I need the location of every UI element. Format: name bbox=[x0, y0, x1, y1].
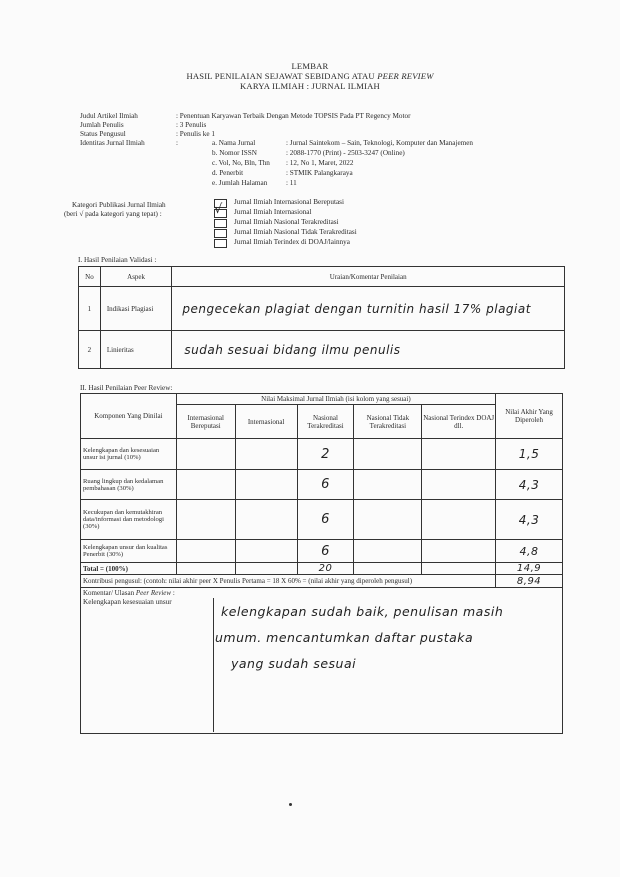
table-row bbox=[81, 439, 563, 470]
section-review-title: II. Hasil Penilaian Peer Review: bbox=[80, 384, 173, 392]
table-row bbox=[81, 470, 563, 500]
validasi-header-komentar: Uraian/Komentar Penilaian bbox=[172, 267, 565, 287]
identity-item-value: : 12, No 1, Maret, 2022 bbox=[286, 159, 354, 167]
identitas-colon: : bbox=[176, 139, 178, 147]
komponen-cell: Kecukupan dan kemutakhiran data/informasi dan metodologi (30%) bbox=[81, 500, 177, 540]
nilai-maks-header: Nilai Maksimal Jurnal Ilmiah (isi kolom yang sesuai) bbox=[176, 394, 495, 405]
kategori-label: Kategori Publikasi Jurnal Ilmiah bbox=[72, 201, 166, 209]
sub-header: Internasional bbox=[235, 405, 297, 439]
header-line1: LEMBAR bbox=[291, 61, 329, 71]
komentar-header-row bbox=[81, 588, 563, 598]
total-label: Total = (100%) bbox=[81, 563, 177, 575]
kontribusi-row bbox=[81, 575, 563, 588]
nasional-value: 6 bbox=[297, 500, 354, 540]
identity-item-value: : STMIK Palangkaraya bbox=[286, 169, 353, 177]
kategori-option: Jurnal Ilmiah Terindex di DOAJ/lainnya bbox=[234, 238, 350, 246]
validasi-table bbox=[78, 266, 565, 369]
header-line2: HASIL PENILAIAN SEJAWAT SEBIDANG ATAU PEER REVIEW bbox=[186, 71, 434, 81]
kategori-option: Jurnal Ilmiah Nasional Terakreditasi bbox=[234, 218, 339, 226]
kategori-option: Jurnal Ilmiah Internasional Bereputasi bbox=[234, 198, 344, 206]
kontribusi-label: Kontribusi pengusul: (contoh: nilai akhir peer X Penulis Pertama = 18 X 60% = (nilai akhir yang diperoleh pengusul) bbox=[81, 575, 496, 588]
total-nasional: 20 bbox=[297, 563, 354, 575]
identity-item-label: d. Penerbit bbox=[212, 169, 244, 177]
judul-value: : Penentuan Karyawan Terbaik Dengan Metode TOPSIS Pada PT Regency Motor bbox=[176, 112, 411, 120]
komponen-cell: Kelengkapan unsur dan kualitas Penerbit (30%) bbox=[81, 540, 177, 563]
review-table bbox=[80, 393, 563, 734]
kategori-option: Jurnal Ilmiah Nasional Tidak Terakreditasi bbox=[234, 228, 357, 236]
header-line3: KARYA ILMIAH : JURNAL ILMIAH bbox=[240, 81, 380, 91]
akhir-value: 1,5 bbox=[496, 439, 563, 470]
sub-header: Nasional Terakreditasi bbox=[297, 405, 354, 439]
nasional-value: 6 bbox=[297, 470, 354, 500]
nasional-value: 6 bbox=[297, 540, 354, 563]
identity-item-label: c. Vol, No, Bln, Thn bbox=[212, 159, 270, 167]
identitas-label: Identitas Jurnal Ilmiah bbox=[80, 139, 145, 147]
handwritten-ulasan-line: yang sudah sesuai bbox=[231, 655, 357, 671]
table-row bbox=[81, 500, 563, 540]
kategori-checkbox[interactable] bbox=[214, 229, 227, 238]
kategori-checkbox[interactable] bbox=[214, 219, 227, 228]
akhir-value: 4,3 bbox=[496, 500, 563, 540]
validasi-header-aspek: Aspek bbox=[100, 267, 172, 287]
status-label: Status Pengusul bbox=[80, 130, 126, 138]
nasional-value: 2 bbox=[297, 439, 354, 470]
komponen-header: Komponen Yang Dinilai bbox=[81, 394, 177, 439]
section-validasi-title: I. Hasil Penilaian Validasi : bbox=[78, 256, 157, 264]
komentar-item-label: Kelengkapan kesesuaian unsur bbox=[83, 597, 172, 606]
sub-header: Nasional Terindex DOAJ dll. bbox=[422, 405, 496, 439]
nilai-akhir-header: Nilai Akhir Yang Diperoleh bbox=[496, 394, 563, 439]
validasi-header-no: No bbox=[79, 267, 101, 287]
akhir-value: 4,8 bbox=[496, 540, 563, 563]
table-row bbox=[79, 287, 565, 331]
handwritten-ulasan-line: kelengkapan sudah baik, penulisan masih bbox=[221, 603, 504, 619]
akhir-value: 4,3 bbox=[496, 470, 563, 500]
scan-speck bbox=[289, 803, 292, 806]
status-value: : Penulis ke 1 bbox=[176, 130, 215, 138]
kontribusi-value: 8,94 bbox=[496, 575, 563, 588]
kategori-hint: (beri √ pada kategori yang tepat) : bbox=[64, 210, 162, 218]
komentar-label: Komentar/ Ulasan Peer Review : bbox=[81, 588, 563, 598]
table-row bbox=[79, 331, 565, 369]
identity-item-label: e. Jumlah Halaman bbox=[212, 179, 268, 187]
handwritten-ulasan-line: umum. mencantumkan daftar pustaka bbox=[215, 629, 474, 645]
komentar-cell bbox=[81, 598, 563, 734]
komponen-cell: Kelengkapan dan kesesuaian unsur isi jurnal (10%) bbox=[81, 439, 177, 470]
kategori-checkbox[interactable] bbox=[214, 239, 227, 248]
total-akhir: 14,9 bbox=[496, 563, 563, 575]
row-no: 1 bbox=[79, 287, 101, 331]
kategori-option: Jurnal Ilmiah Internasional bbox=[234, 208, 312, 216]
jumlah-label: Jumlah Penulis bbox=[80, 121, 124, 129]
handwritten-komentar: pengecekan plagiat dengan turnitin hasil 17% plagiat bbox=[182, 301, 531, 316]
row-komentar bbox=[172, 287, 565, 331]
row-aspek: Indikasi Plagiasi bbox=[100, 287, 172, 331]
judul-label: Judul Artikel Ilmiah bbox=[80, 112, 138, 120]
identity-item-label: b. Nomor ISSN bbox=[212, 149, 257, 157]
check-mark-icon: √ bbox=[214, 202, 223, 217]
handwritten-komentar: sudah sesuai bidang ilmu penulis bbox=[184, 342, 401, 357]
identity-item-label: a. Nama Jurnal bbox=[212, 139, 256, 147]
row-aspek: Linieritas bbox=[100, 331, 172, 369]
table-row bbox=[81, 540, 563, 563]
identity-item-value: : 2088-1770 (Print) - 2503-3247 (Online) bbox=[286, 149, 405, 157]
sub-header: Internasional Bereputasi bbox=[176, 405, 235, 439]
identity-item-value: : Jurnal Saintekom – Sain, Teknologi, Komputer dan Manajemen bbox=[286, 139, 474, 147]
sub-header: Nasional Tidak Terakreditasi bbox=[354, 405, 422, 439]
row-komentar bbox=[172, 331, 565, 369]
jumlah-value: : 3 Penulis bbox=[176, 121, 207, 129]
komponen-cell: Ruang lingkup dan kedalaman pembahasan (30%) bbox=[81, 470, 177, 500]
total-row bbox=[81, 563, 563, 575]
identity-item-value: : 11 bbox=[286, 179, 297, 187]
komentar-body-row bbox=[81, 598, 563, 734]
row-no: 2 bbox=[79, 331, 101, 369]
